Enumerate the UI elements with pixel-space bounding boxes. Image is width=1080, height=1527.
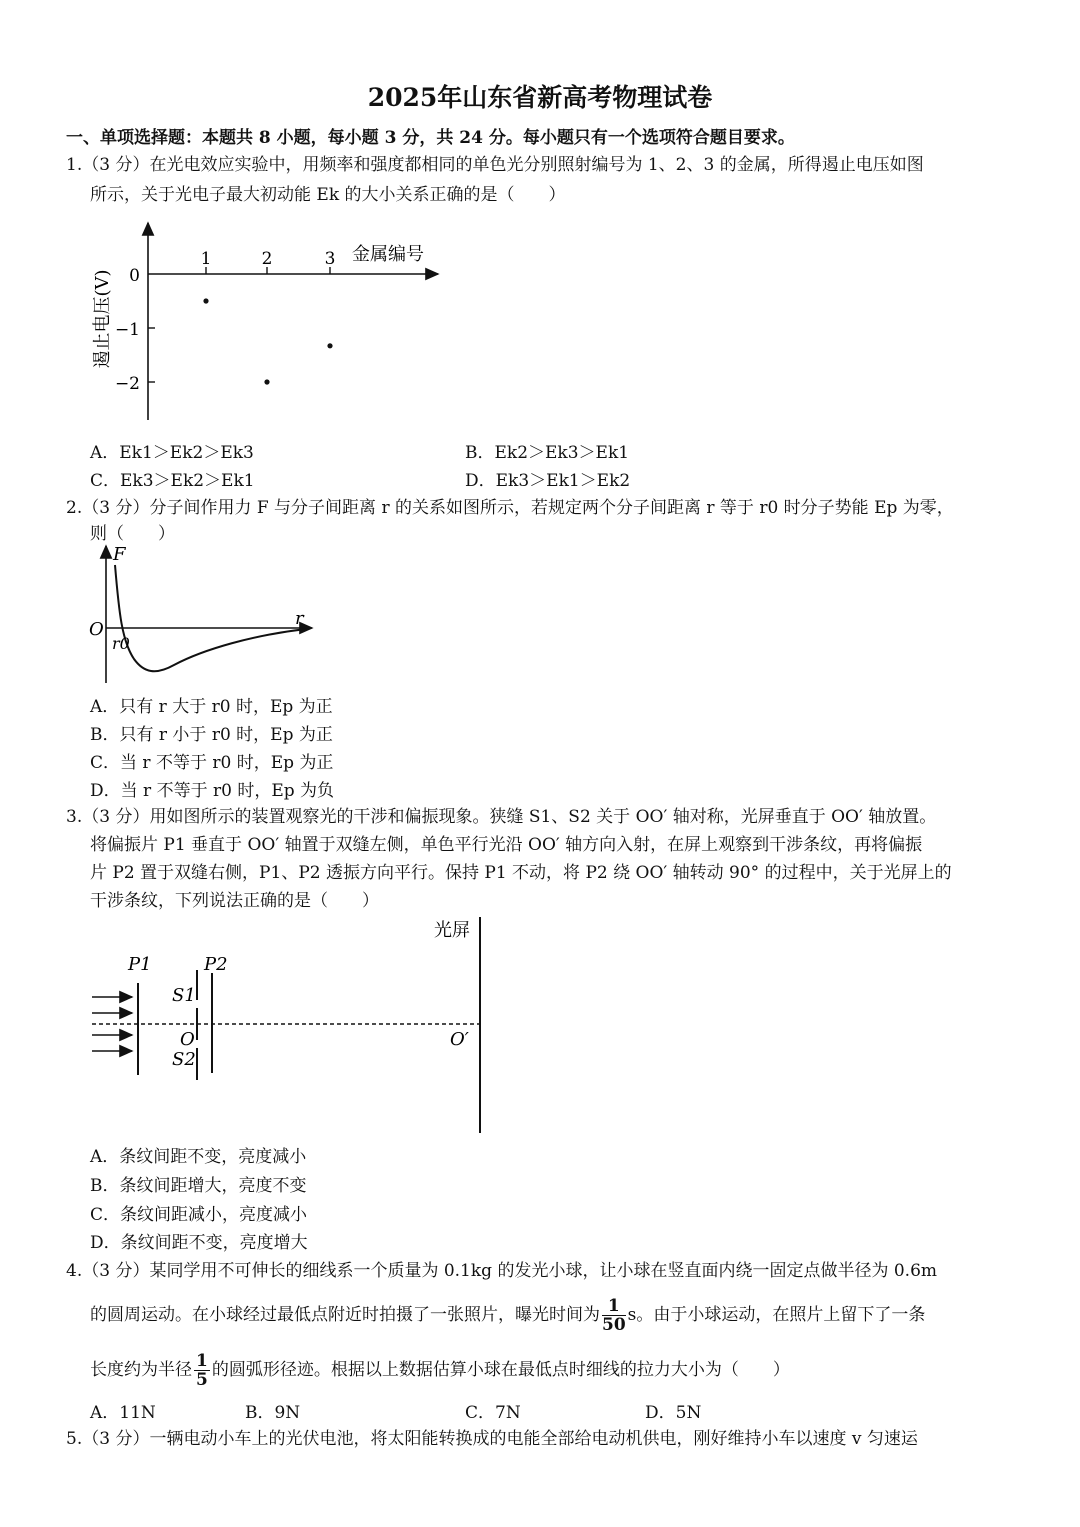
q3-line1: 3.（3 分）用如图所示的装置观察光的干涉和偏振现象。狭缝 S1、S2 关于 OO′ 轴对称，光屏垂直于 OO′ 轴放置。	[66, 807, 937, 827]
frac1-numerator: 1	[602, 1297, 626, 1316]
p2-label: P2	[204, 954, 228, 975]
ytick-neg1: −1	[114, 320, 140, 340]
q4-line3	[90, 1347, 790, 1393]
q1-option-d: D．Ek3＞Ek1＞Ek2	[465, 471, 631, 491]
xtick-3: 3	[324, 249, 336, 269]
q4-option-a: A．11N	[90, 1403, 156, 1423]
data-point-3	[327, 343, 332, 348]
q3-option-d: D．条纹间距不变，亮度增大	[90, 1233, 308, 1253]
q4-option-d: D．5N	[645, 1403, 702, 1423]
r-label: r	[295, 608, 304, 629]
q4-line2-text-b: s。由于小球运动，在照片上留下了一条	[627, 1305, 926, 1325]
p1-label: P1	[128, 954, 152, 975]
q4-line2-text-a: 的圆周运动。在小球经过最低点附近时拍摄了一张照片，曝光时间为	[90, 1305, 600, 1325]
q2-option-a: A．只有 r 大于 r0 时，Ep 为正	[90, 697, 333, 717]
q2-graph	[84, 543, 324, 688]
q1-line1: 1.（3 分）在光电效应实验中，用频率和强度都相同的单色光分别照射编号为 1、2、3 的金属，所得遏止电压如图	[66, 155, 924, 175]
frac1-denominator: 50	[602, 1315, 626, 1335]
q3-option-a: A．条纹间距不变，亮度减小	[90, 1147, 307, 1167]
q1-graph	[80, 215, 460, 430]
q1-points	[203, 298, 332, 384]
ytick-neg2: −2	[114, 374, 140, 394]
data-point-2	[264, 379, 269, 384]
q4-line1: 4.（3 分）某同学用不可伸长的细线系一个质量为 0.1kg 的发光小球，让小球在竖直面内绕一固定点做半径为 0.6m	[66, 1261, 938, 1281]
q3-line4: 干涉条纹，下列说法正确的是（ ）	[90, 891, 379, 911]
data-point-1	[203, 298, 208, 303]
q1-line2: 所示，关于光电子最大初动能 Ek 的大小关系正确的是（ ）	[90, 185, 566, 205]
s2-label: S2	[172, 1049, 196, 1070]
q4-line3-text-b: 的圆弧形径迹。根据以上数据估算小球在最低点时细线的拉力大小为（ ）	[211, 1360, 790, 1380]
q4-option-c: C．7N	[465, 1403, 521, 1423]
q2-option-b: B．只有 r 小于 r0 时，Ep 为正	[90, 725, 333, 745]
F-label: F	[113, 544, 126, 565]
fraction-1-50	[602, 1297, 626, 1334]
s1-label: S1	[172, 985, 196, 1006]
screen-label: 光屏	[434, 920, 470, 941]
q2-line2: 则（ ）	[90, 524, 175, 544]
q3-line2: 将偏振片 P1 垂直于 OO′ 轴置于双缝左侧，单色平行光沿 OO′ 轴方向入射，在屏上观察到干涉条纹，再将偏振	[90, 835, 923, 855]
force-curve	[115, 565, 306, 671]
q3-option-b: B．条纹间距增大，亮度不变	[90, 1176, 307, 1196]
fraction-1-5	[194, 1352, 210, 1389]
q2-option-c: C．当 r 不等于 r0 时，Ep 为正	[90, 753, 334, 773]
ytick-0: 0	[129, 266, 140, 286]
q3-line3: 片 P2 置于双缝右侧，P1、P2 透振方向平行。保持 P1 不动，将 P2 绕 OO′ 轴转动 90° 的过程中，关于光屏上的	[90, 863, 952, 883]
o-label: O	[180, 1029, 195, 1050]
xtick-1: 1	[200, 249, 212, 269]
q5-line1: 5.（3 分）一辆电动小车上的光伏电池，将太阳能转换成的电能全部给电动机供电，刚好维持小车以速度 v 匀速运	[66, 1429, 918, 1449]
x-axis-label: 金属编号	[352, 244, 424, 265]
origin-label: O	[89, 619, 104, 640]
y-axis-label: 遏止电压(V)	[92, 269, 113, 369]
q1-option-b: B．Ek2＞Ek3＞Ek1	[465, 443, 630, 463]
xtick-2: 2	[261, 249, 273, 269]
q1-option-a: A．Ek1＞Ek2＞Ek3	[90, 443, 254, 463]
section-heading: 一、单项选择题：本题共 8 小题，每小题 3 分，共 24 分。每小题只有一个选项符合题目要求。	[66, 128, 795, 148]
frac2-numerator: 1	[196, 1351, 208, 1371]
r0-label: r0	[112, 634, 130, 653]
q3-diagram	[84, 915, 494, 1140]
q1-option-c: C．Ek3＞Ek2＞Ek1	[90, 471, 255, 491]
q2-option-d: D．当 r 不等于 r0 时，Ep 为负	[90, 781, 335, 801]
q4-line2	[90, 1292, 925, 1338]
o-prime-label: O′	[450, 1029, 469, 1050]
q2-line1: 2.（3 分）分子间作用力 F 与分子间距离 r 的关系如图所示，若规定两个分子间距离 r 等于 r0 时分子势能 Ep 为零，	[66, 498, 954, 518]
q3-option-c: C．条纹间距减小，亮度减小	[90, 1205, 308, 1225]
q4-line3-text-a: 长度约为半径	[90, 1360, 192, 1380]
q4-option-b: B．9N	[245, 1403, 301, 1423]
frac2-denominator: 5	[196, 1370, 208, 1390]
page-title: 2025年山东省新高考物理试卷	[367, 83, 713, 112]
